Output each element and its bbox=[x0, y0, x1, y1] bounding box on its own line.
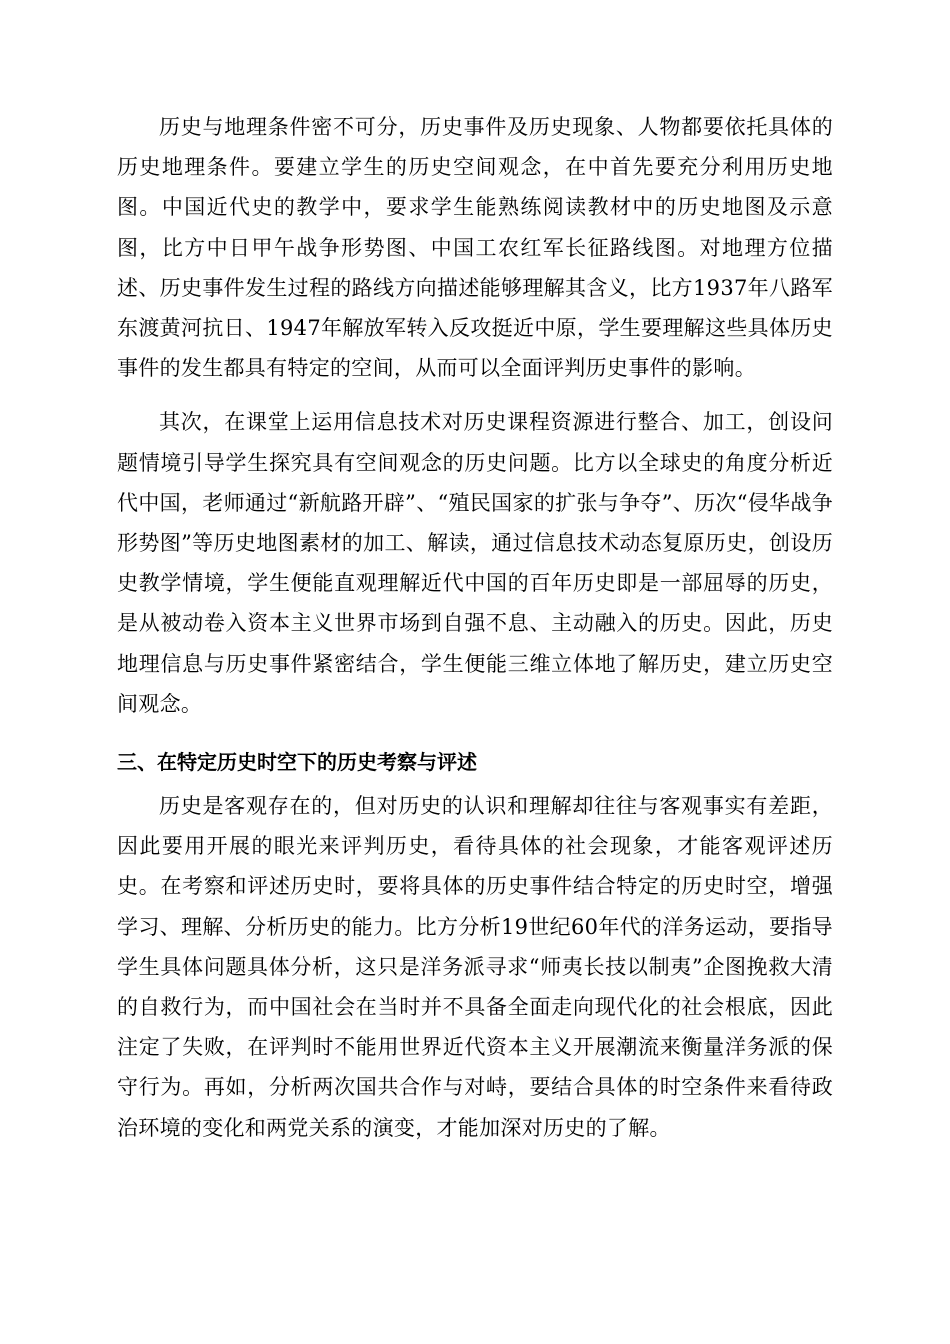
paragraph-spacer bbox=[117, 724, 833, 738]
paragraph-historical-evaluation: 历史是客观存在的，但对历史的认识和理解却往往与客观事实有差距，因此要用开展的眼光来评判历史，看待具体的社会现象，才能客观评述历史。在考察和评述历史时，要将具体的历史事件结合特定的历史时空，增强学习、理解、分析历史的能力。比方分析19世纪60年代的洋务运动，要指导学生具体问题具体分析，这只是洋务派寻求“师夷长技以制夷”企图挽救大清的自救行为，而中国社会在当时并不具备全面走向现代化的社会根底，因此注定了失败，在评判时不能用世界近代资本主义开展潮流来衡量洋务派的保守行为。再如，分析两次国共合作与对峙，要结合具体的时空条件来看待政治环境的变化和两党关系的演变，才能加深对历史的了解。 bbox=[117, 794, 833, 1140]
document-body bbox=[117, 107, 833, 1148]
section-heading: 三、在特定历史时空下的历史考察与评述 bbox=[117, 750, 477, 775]
paragraph-historical-geography: 历史与地理条件密不可分，历史事件及历史现象、人物都要依托具体的历史地理条件。要建立学生的历史空间观念，在中首先要充分利用历史地图。中国近代史的教学中，要求学生能熟练阅读教材中的历史地图及示意图，比方中日甲午战争形势图、中国工农红军长征路线图。对地理方位描述、历史事件发生过程的路线方向描述能够理解其含义，比方1937年八路军东渡黄河抗日、1947年解放军转入反攻挺近中原，学生要理解这些具体历史事件的发生都具有特定的空间，从而可以全面评判历史事件的影响。 bbox=[117, 115, 833, 381]
paragraph-spacer bbox=[117, 388, 833, 402]
paragraph-information-technology: 其次，在课堂上运用信息技术对历史课程资源进行整合、加工，创设问题情境引导学生探究具有空间观念的历史问题。比方以全球史的角度分析近代中国，老师通过“新航路开辟”、“殖民国家的扩张与争夺”、历次“侵华战争形势图”等历史地图素材的加工、解读，通过信息技术动态复原历史，创设历史教学情境，学生便能直观理解近代中国的百年历史即是一部屈辱的历史，是从被动卷入资本主义世界市场到自强不息、主动融入的历史。因此，历史地理信息与历史事件紧密结合，学生便能三维立体地了解历史，建立历史空间观念。 bbox=[117, 410, 833, 716]
